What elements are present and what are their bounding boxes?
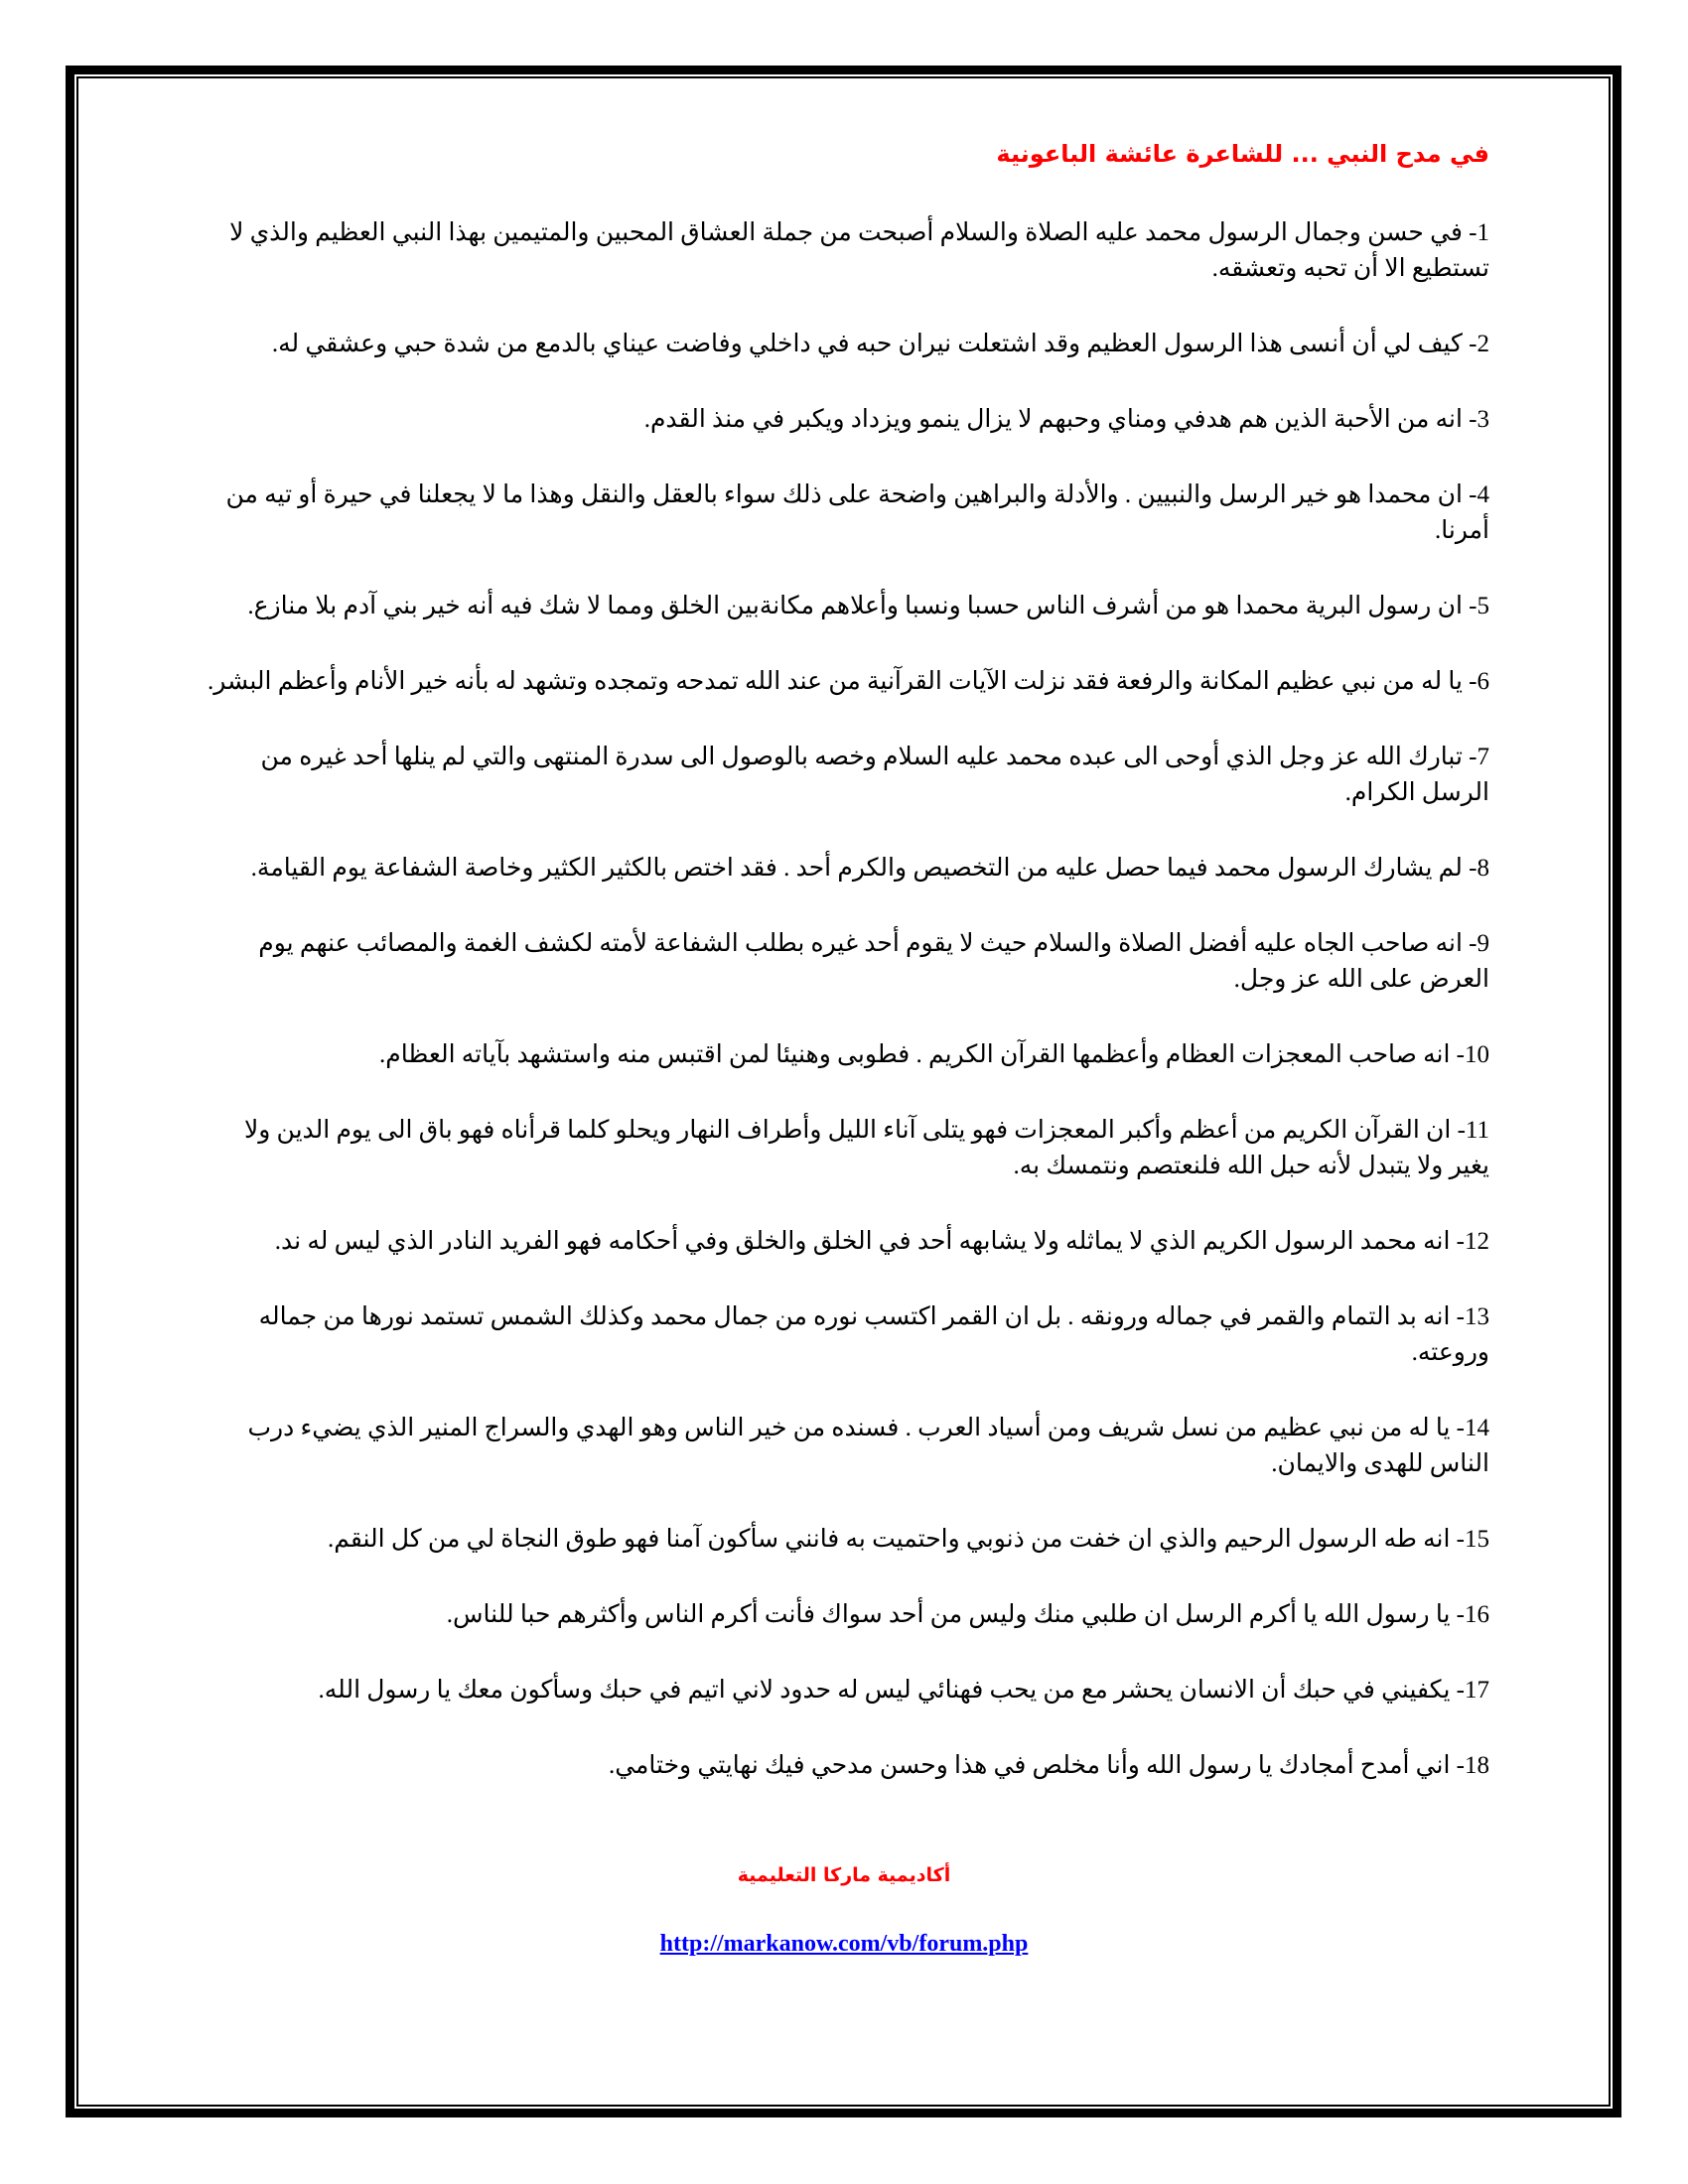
paragraph-14: 14- يا له من نبي عظيم من نسل شريف ومن أسياد العرب . فسنده من خير الناس وهو الهدي والسراج المنير الذي يضيء درب الناس للهدى والايمان. xyxy=(247,1415,1489,1477)
document-body xyxy=(199,134,1489,1824)
paragraph-9: 9- انه صاحب الجاه عليه أفضل الصلاة والسلام حيث لا يقوم أحد غيره بطلب الشفاعة لأمته لكشف الغمة والمصائب عنهم يوم العرض على الله عز وجل. xyxy=(258,930,1489,993)
paragraph-15: 15- انه طه الرسول الرحيم والذي ان خفت من ذنوبي واحتميت به فانني سأكون آمنا فهو طوق النجاة لي من كل النقم. xyxy=(327,1526,1489,1553)
paragraph-6: 6- يا له من نبي عظيم المكانة والرفعة فقد نزلت الآيات القرآنية من عند الله تمدحه وتمجده وتشهد له بأنه خير الأنام وأعظم البشر. xyxy=(208,668,1489,695)
footer-organization: أكاديمية ماركا التعليمية xyxy=(737,1864,951,1886)
document-title: في مدح النبي ... للشاعرة عائشة الباعونية xyxy=(996,140,1489,168)
paragraph-13: 13- انه بد التمام والقمر في جماله ورونقه . بل ان القمر اكتسب نوره من جمال محمد وكذلك الشمس تستمد نورها من جماله وروعته. xyxy=(258,1303,1489,1366)
paragraph-7: 7- تبارك الله عز وجل الذي أوحى الى عبده محمد عليه السلام وخصه بالوصول الى سدرة المنتهى والتي لم ينلها أحد غيره من الرسل الكرام. xyxy=(260,744,1489,806)
paragraph-17: 17- يكفيني في حبك أن الانسان يحشر مع من يحب فهنائي ليس له حدود لاني اتيم في حبك وسأكون معك يا رسول الله. xyxy=(318,1677,1489,1704)
paragraph-5: 5- ان رسول البرية محمدا هو من أشرف الناس حسبا ونسبا وأعلاهم مكانةبين الخلق ومما لا شك فيه أنه خير بني آدم بلا منازع. xyxy=(247,593,1489,619)
paragraph-12: 12- انه محمد الرسول الكريم الذي لا يماثله ولا يشابهه أحد في الخلق والخلق وفي أحكامه فهو الفريد النادر الذي ليس له ند. xyxy=(274,1228,1489,1255)
paragraph-4: 4- ان محمدا هو خير الرسل والنبيين . والأدلة والبراهين واضحة على ذلك سواء بالعقل والنقل وهذا ما لا يجعلنا في حيرة أو تيه من أمرنا. xyxy=(225,481,1489,544)
paragraph-11: 11- ان القرآن الكريم من أعظم وأكبر المعجزات فهو يتلى آناء الليل وأطراف النهار ويحلو كلما قرأناه فهو باق الى يوم الدين ولا يغير ولا يتبدل لأنه حبل الله فلنعتصم ونتمسك به. xyxy=(243,1117,1489,1179)
paragraph-18: 18- اني أمدح أمجادك يا رسول الله وأنا مخلص في هذا وحسن مدحي فيك نهايتي وختامي. xyxy=(608,1752,1489,1779)
footer-link-container xyxy=(0,1931,1688,1958)
paragraph-1: 1- في حسن وجمال الرسول محمد عليه الصلاة والسلام أصبحت من جملة العشاق المحبين والمتيمين بهذا النبي العظيم والذي لا تستطيع الا أن تحبه وتعشقه. xyxy=(229,219,1489,282)
paragraph-10: 10- انه صاحب المعجزات العظام وأعظمها القرآن الكريم . فطوبى وهنيئا لمن اقتبس منه واستشهد بآياته العظام. xyxy=(379,1041,1489,1068)
paragraph-3: 3- انه من الأحبة الذين هم هدفي ومناي وحبهم لا يزال ينمو ويزداد ويكبر في منذ القدم. xyxy=(643,406,1489,433)
paragraph-8: 8- لم يشارك الرسول محمد فيما حصل عليه من التخصيص والكرم أحد . فقد اختص بالكثير الكثير وخاصة الشفاعة يوم القيامة. xyxy=(250,855,1489,882)
paragraph-2: 2- كيف لي أن أنسى هذا الرسول العظيم وقد اشتعلت نيران حبه في داخلي وفاضت عيناي بالدمع من شدة حبي وعشقي له. xyxy=(271,331,1489,357)
paragraph-16: 16- يا رسول الله يا أكرم الرسل ان طلبي منك وليس من أحد سواك فأنت أكرم الناس وأكثرهم حبا للناس. xyxy=(446,1601,1489,1628)
forum-link[interactable]: http://markanow.com/vb/forum.php xyxy=(659,1931,1029,1957)
